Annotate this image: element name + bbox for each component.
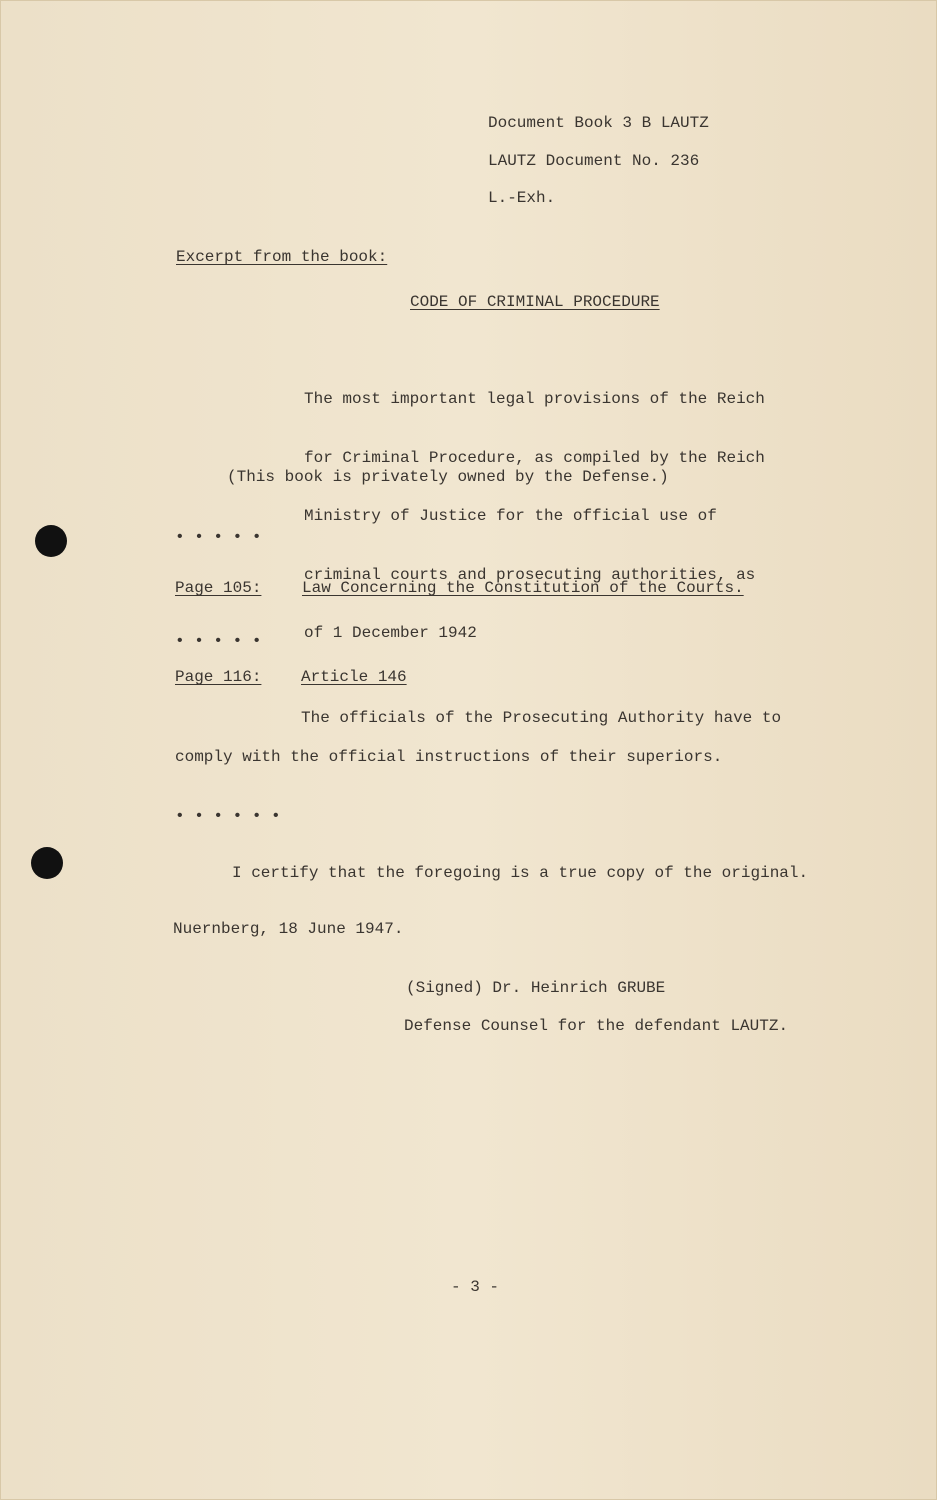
page-105-label: Page 105: (175, 579, 262, 597)
description-line: for Criminal Procedure, as compiled by the Reich (304, 448, 765, 467)
book-description (304, 351, 765, 683)
description-line: Ministry of Justice for the official use of (304, 507, 717, 525)
ellipsis: • • • • • • (175, 807, 281, 825)
description-line: of 1 December 1942 (304, 624, 477, 642)
page-116-label: Page 116: (175, 668, 262, 686)
exhibit-label: L.-Exh. (488, 189, 556, 207)
excerpt-label: Excerpt from the book: (176, 248, 388, 266)
ellipsis: • • • • • (175, 528, 262, 546)
article-text-line: The officials of the Prosecuting Authority have to (301, 709, 782, 727)
description-line: criminal courts and prosecuting authorities, as (304, 565, 756, 584)
certification: I certify that the foregoing is a true copy of the original. (232, 864, 809, 882)
punch-hole (35, 525, 67, 557)
punch-hole (31, 847, 63, 879)
book-title: CODE OF CRIMINAL PROCEDURE (410, 293, 660, 311)
ellipsis: • • • • • (175, 632, 262, 650)
article-text-line: comply with the official instructions of their superiors. (175, 748, 723, 766)
place-date: Nuernberg, 18 June 1947. (173, 920, 404, 938)
page-105-text: Law Concerning the Constitution of the Courts. (302, 579, 744, 597)
page-number: - 3 - (451, 1278, 500, 1296)
page-116-text: Article 146 (301, 668, 407, 686)
document-book: Document Book 3 B LAUTZ (488, 114, 709, 132)
document-number: LAUTZ Document No. 236 (488, 152, 700, 170)
signature: (Signed) Dr. Heinrich GRUBE (406, 979, 666, 997)
ownership-note: (This book is privately owned by the Defense.) (227, 468, 669, 486)
signer-role: Defense Counsel for the defendant LAUTZ. (404, 1017, 789, 1035)
description-line: The most important legal provisions of the Reich (304, 390, 765, 408)
